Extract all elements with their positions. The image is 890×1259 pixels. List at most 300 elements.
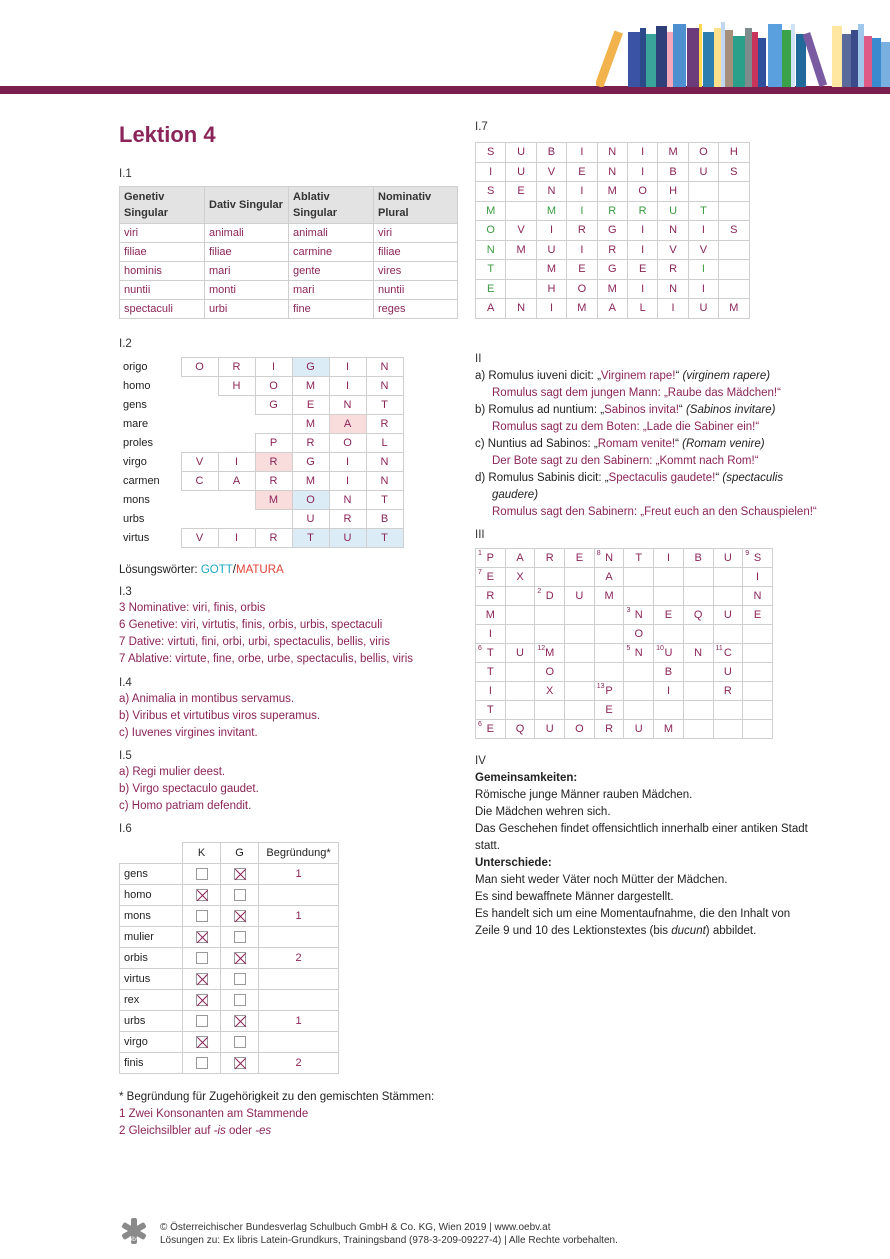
crossword-cell (743, 644, 773, 663)
crossword-cell (654, 625, 684, 644)
checkbox-k[interactable] (196, 973, 208, 985)
crossword-cell: U (565, 587, 595, 606)
grid-cell: I (627, 240, 657, 260)
crossword-cell: 13 P (594, 682, 624, 701)
crossword-cell (624, 701, 654, 720)
iv-line: Römische junge Männer rauben Mädchen. (475, 789, 693, 801)
crossword-cell (683, 682, 713, 701)
iv-heading-1: Gemeinsamkeiten: (475, 772, 578, 784)
g-cell (221, 990, 259, 1011)
solution-word-1: GOTT (200, 564, 233, 576)
grid-cell: T (292, 529, 329, 548)
grid-cell: T (366, 491, 403, 510)
reason-cell: 2 (259, 1053, 339, 1074)
table-cell: viri (374, 224, 458, 243)
grid-cell: N (329, 396, 366, 415)
crossword-cell (743, 701, 773, 720)
table-cell: vires (374, 262, 458, 281)
grid-cell: P (255, 434, 292, 453)
crossword-cell (713, 568, 743, 587)
header-cell: Dativ Singular (205, 187, 289, 224)
grid-word: mare (123, 418, 149, 430)
grid-cell (506, 260, 536, 280)
g-cell (221, 885, 259, 906)
table-cell: gente (289, 262, 374, 281)
grid-row (476, 201, 750, 221)
svg-text:öbv: öbv (128, 1236, 140, 1243)
crossword-grid (475, 548, 773, 739)
checkbox-g[interactable] (234, 952, 246, 964)
grid-cell: B (658, 162, 688, 182)
row-word: orbis (120, 948, 183, 969)
table-header-row (120, 843, 339, 864)
grid-word: gens (123, 399, 147, 411)
grid-cell: O (292, 491, 329, 510)
crossword-cell (624, 663, 654, 682)
crossword-cell: M (476, 606, 506, 625)
grid-cell: H (536, 279, 566, 299)
table-cell: mari (289, 281, 374, 300)
grid-cell: S (476, 143, 506, 163)
grid-cell: V (506, 221, 536, 241)
checkbox-k[interactable] (196, 1036, 208, 1048)
footnote-line-1: 1 Zwei Konsonanten am Stammende (119, 1108, 309, 1120)
grid-row (476, 143, 750, 163)
crossword-cell: 8 N (594, 549, 624, 568)
grid-cell: O (476, 221, 506, 241)
grid-row (476, 549, 773, 568)
crossword-cell: N (683, 644, 713, 663)
reason-cell: 1 (259, 1011, 339, 1032)
checkbox-g[interactable] (234, 1015, 246, 1027)
grid-cell: G (597, 260, 627, 280)
crossword-cell (565, 701, 595, 720)
table-row (120, 281, 458, 300)
grid-word: urbs (123, 513, 145, 525)
footer (160, 1221, 618, 1247)
crossword-cell (713, 587, 743, 606)
grid-cell: G (255, 396, 292, 415)
crossword-cell (535, 625, 565, 644)
section-label-iii: III (475, 529, 485, 541)
ii-line-b: b) Romulus ad nuntium: „Sabinos invita!“ (Sabinos invitare) (475, 404, 776, 416)
grid-row (476, 299, 750, 319)
crossword-cell: X (505, 568, 535, 587)
crossword-cell: N (743, 587, 773, 606)
crossword-cell: O (565, 720, 595, 739)
k-cell (183, 927, 221, 948)
crossword-cell (535, 701, 565, 720)
crossword-cell: 2 D (535, 587, 565, 606)
iv-text (475, 770, 808, 940)
grid-cell: I (329, 472, 366, 491)
grid-cell: M (536, 201, 566, 221)
grid-cell: G (292, 453, 329, 472)
crossword-cell: 10 U (654, 644, 684, 663)
grid-cell: E (627, 260, 657, 280)
table-row (120, 969, 339, 990)
grid-cell: I (329, 453, 366, 472)
crossword-cell: I (743, 568, 773, 587)
crossword-cell (535, 606, 565, 625)
grid-row (476, 568, 773, 587)
grid-cell: N (366, 472, 403, 491)
checkbox-g[interactable] (234, 1057, 246, 1069)
grid-cell: U (688, 299, 718, 319)
grid-cell: I (329, 358, 366, 377)
grid-cell: N (506, 299, 536, 319)
checkbox-k[interactable] (196, 994, 208, 1006)
grid-cell: I (567, 240, 597, 260)
ii-line-d: d) Romulus Sabinis dicit: „Spectaculis gaudete!“ (spectaculis (475, 472, 784, 484)
iv-line: statt. (475, 840, 500, 852)
crossword-cell (654, 701, 684, 720)
grid-cell: V (658, 240, 688, 260)
crossword-cell: 3 N (624, 606, 654, 625)
grid-row (119, 434, 403, 453)
table-cell: filiae (120, 243, 205, 262)
table-row (120, 906, 339, 927)
grid-cell: S (719, 221, 749, 241)
grid-row (119, 510, 403, 529)
grid-word: virgo (123, 456, 147, 468)
grid-cell: U (536, 240, 566, 260)
table-row (120, 927, 339, 948)
grid-row (119, 472, 403, 491)
grid-word: homo (123, 380, 151, 392)
crossword-cell: R (713, 682, 743, 701)
grid-cell: N (366, 358, 403, 377)
grid-row (476, 644, 773, 663)
checkbox-k[interactable] (196, 1015, 208, 1027)
crossword-cell (594, 606, 624, 625)
table-cell: monti (205, 281, 289, 300)
g-cell (221, 906, 259, 927)
grid-cell: N (536, 182, 566, 202)
crossword-cell: I (476, 625, 506, 644)
grid-row (476, 663, 773, 682)
checkbox-k[interactable] (196, 868, 208, 880)
grid-cell: E (506, 182, 536, 202)
solution-word-2: MATURA (235, 564, 284, 576)
grid-cell: U (658, 201, 688, 221)
answer-line: 7 Dative: virtuti, fini, orbi, urbi, spectaculis, bellis, viris (119, 636, 390, 648)
crossword-cell: 6 T (476, 644, 506, 663)
crossword-cell: U (713, 549, 743, 568)
page-title: Lektion 4 (119, 122, 216, 147)
header-g: G (221, 843, 259, 864)
header-cell: Ablativ Singular (289, 187, 374, 224)
crossword-cell (654, 587, 684, 606)
grid-cell (719, 201, 749, 221)
answer-line: 3 Nominative: viri, finis, orbis (119, 602, 266, 614)
header-reason: Begründung* (259, 843, 339, 864)
crossword-cell (654, 568, 684, 587)
crossword-cell: 11 C (713, 644, 743, 663)
section-label-i3: I.3 (119, 586, 132, 598)
crossword-cell (743, 663, 773, 682)
grid-word: virtus (123, 532, 150, 544)
k-cell (183, 990, 221, 1011)
table-cell: viri (120, 224, 205, 243)
checkbox-k[interactable] (196, 931, 208, 943)
bookshelf-illustration (596, 20, 890, 87)
grid-row (476, 279, 750, 299)
answer-line: c) Iuvenes virgines invitant. (119, 727, 258, 739)
crossword-cell: U (505, 644, 535, 663)
grid-cell: G (597, 221, 627, 241)
crossword-cell: E (654, 606, 684, 625)
crossword-cell: I (476, 682, 506, 701)
grid-cell: V (181, 453, 218, 472)
grid-cell: E (567, 162, 597, 182)
grid-cell: V (688, 240, 718, 260)
iv-line: Die Mädchen wehren sich. (475, 806, 611, 818)
row-word: gens (120, 864, 183, 885)
checkbox-g[interactable] (234, 973, 246, 985)
oebv-logo-icon (120, 1217, 148, 1245)
row-word: virgo (120, 1032, 183, 1053)
checkbox-k[interactable] (196, 910, 208, 922)
solution-separator: / (232, 564, 236, 576)
grid-row (476, 625, 773, 644)
crossword-cell (594, 644, 624, 663)
g-cell (221, 1053, 259, 1074)
checkbox-k[interactable] (196, 889, 208, 901)
iv-heading-2: Unterschiede: (475, 857, 552, 869)
k-cell (183, 906, 221, 927)
grid-word: proles (123, 437, 153, 449)
grid-cell: U (688, 162, 718, 182)
g-cell (221, 864, 259, 885)
row-word: rex (120, 990, 183, 1011)
crossword-cell: Q (505, 720, 535, 739)
table-cell: filiae (374, 243, 458, 262)
footer-source: Lösungen zu: Ex libris Latein-Grundkurs, Trainingsband (978-3-209-09227-4) | Alle Rechte vorbehalten. (160, 1235, 618, 1246)
crossword-cell: 7 E (476, 568, 506, 587)
grid-cell: C (181, 472, 218, 491)
solution-label: Lösungswörter: (119, 564, 201, 576)
table-cell: fine (289, 300, 374, 319)
ii-translation-a: Romulus sagt dem jungen Mann: „Raube das Mädchen!“ (492, 387, 781, 399)
grid-row (476, 240, 750, 260)
row-word: finis (120, 1053, 183, 1074)
checkbox-k[interactable] (196, 1057, 208, 1069)
iv-line: Man sieht weder Väter noch Mütter der Mädchen. (475, 874, 728, 886)
ii-line-a: a) Romulus iuveni dicit: „Virginem rape!“ (virginem rapere) (475, 370, 771, 382)
grid-cell: I (255, 358, 292, 377)
crossword-cell: T (624, 549, 654, 568)
grid-cell: A (329, 415, 366, 434)
crossword-cell: O (535, 663, 565, 682)
checkbox-g[interactable] (234, 931, 246, 943)
answer-line: b) Viribus et virtutibus viros superamus. (119, 710, 321, 722)
row-word: virtus (120, 969, 183, 990)
table-row (120, 1032, 339, 1053)
crossword-cell (683, 568, 713, 587)
reason-cell (259, 885, 339, 906)
crossword-cell (683, 720, 713, 739)
crossword-cell: T (476, 701, 506, 720)
checkbox-g[interactable] (234, 1036, 246, 1048)
crossword-cell (594, 663, 624, 682)
grid-cell: G (292, 358, 329, 377)
header-k: K (183, 843, 221, 864)
crossword-cell (624, 587, 654, 606)
answer-line: b) Virgo spectaculo gaudet. (119, 783, 259, 795)
crossword-cell (594, 625, 624, 644)
section-label-i5: I.5 (119, 750, 132, 762)
k-cell (183, 948, 221, 969)
table-cell: carmine (289, 243, 374, 262)
grid-cell (506, 279, 536, 299)
grid-cell: T (688, 201, 718, 221)
crossword-cell (505, 606, 535, 625)
crossword-cell: B (683, 549, 713, 568)
crossword-cell: A (505, 549, 535, 568)
grid-cell: O (688, 143, 718, 163)
k-cell (183, 864, 221, 885)
crossword-cell: U (713, 606, 743, 625)
table-row (120, 1011, 339, 1032)
grid-row (119, 453, 403, 472)
grid-row (476, 182, 750, 202)
grid-row (476, 606, 773, 625)
grid-cell: I (658, 299, 688, 319)
grid-cell: N (366, 377, 403, 396)
grid-cell: V (536, 162, 566, 182)
grid-cell: H (218, 377, 255, 396)
crossword-cell (565, 682, 595, 701)
grid-cell (719, 240, 749, 260)
checkbox-g[interactable] (234, 868, 246, 880)
crossword-cell (565, 663, 595, 682)
grid-cell: N (597, 162, 627, 182)
table-row (120, 1053, 339, 1074)
grid-cell: O (627, 182, 657, 202)
grid-cell: R (597, 201, 627, 221)
answer-line: c) Homo patriam defendit. (119, 800, 252, 812)
table-row (120, 300, 458, 319)
iv-line: Es handelt sich um eine Momentaufnahme, die den Inhalt von (475, 908, 791, 920)
checkbox-k[interactable] (196, 952, 208, 964)
grid-cell: A (218, 472, 255, 491)
grid-cell: R (218, 358, 255, 377)
table-header-row (120, 187, 458, 224)
table-row (120, 990, 339, 1011)
footnote-line-2: 2 Gleichsilbler auf -is oder -es (119, 1125, 272, 1137)
grid-word: carmen (123, 475, 160, 487)
grid-cell: M (506, 240, 536, 260)
i4-answers (119, 691, 320, 742)
ii-translation-d: Romulus sagt den Sabinern: „Freut euch an den Schauspielen!“ (492, 506, 817, 518)
grid-word: origo (123, 361, 148, 373)
grid-cell: M (292, 472, 329, 491)
crossword-cell (683, 701, 713, 720)
crossword-cell (565, 625, 595, 644)
crossword-cell: R (535, 549, 565, 568)
reason-cell: 2 (259, 948, 339, 969)
grid-cell: M (658, 143, 688, 163)
grid-cell: N (658, 221, 688, 241)
grid-cell: U (506, 143, 536, 163)
grid-cell: R (255, 529, 292, 548)
grid-cell: I (218, 453, 255, 472)
row-word: mulier (120, 927, 183, 948)
row-word: urbs (120, 1011, 183, 1032)
crossword-cell (565, 644, 595, 663)
table-row (120, 243, 458, 262)
crossword-cell (505, 701, 535, 720)
checkbox-g[interactable] (234, 910, 246, 922)
grid-row (476, 701, 773, 720)
grid-cell: T (366, 396, 403, 415)
iv-line: Zeile 9 und 10 des Lektionstextes (bis ducunt) abbildet. (475, 925, 757, 937)
stem-classification-table (119, 842, 339, 1074)
grid-cell: O (329, 434, 366, 453)
grid-cell (506, 201, 536, 221)
table-cell: urbi (205, 300, 289, 319)
row-word: mons (120, 906, 183, 927)
grid-cell: M (292, 415, 329, 434)
solution-words (119, 564, 284, 576)
checkbox-g[interactable] (234, 994, 246, 1006)
crossword-cell: E (565, 549, 595, 568)
crossword-cell: R (594, 720, 624, 739)
crossword-cell (624, 568, 654, 587)
grid-cell: I (567, 143, 597, 163)
checkbox-g[interactable] (234, 889, 246, 901)
grid-row (119, 529, 403, 548)
crossword-cell: 9 S (743, 549, 773, 568)
crossword-cell (505, 682, 535, 701)
reason-cell: 1 (259, 906, 339, 927)
grid-cell: R (658, 260, 688, 280)
grid-cell: H (658, 182, 688, 202)
grid-cell: M (255, 491, 292, 510)
grid-cell: R (292, 434, 329, 453)
table-row (120, 885, 339, 906)
table-cell: reges (374, 300, 458, 319)
grid-cell: N (329, 491, 366, 510)
grid-row (119, 415, 403, 434)
table-cell: spectaculi (120, 300, 205, 319)
grid-cell: U (329, 529, 366, 548)
grid-cell: I (476, 162, 506, 182)
grid-cell: O (181, 358, 218, 377)
word-search-grid (475, 142, 750, 319)
g-cell (221, 927, 259, 948)
iv-line: Es sind bewaffnete Männer dargestellt. (475, 891, 674, 903)
grid-cell: R (627, 201, 657, 221)
grid-cell: M (719, 299, 749, 319)
grid-row (476, 587, 773, 606)
row-word: homo (120, 885, 183, 906)
grid-cell: N (658, 279, 688, 299)
grid-cell: I (627, 221, 657, 241)
g-cell (221, 948, 259, 969)
grid-cell: M (567, 299, 597, 319)
section-label-i1: I.1 (119, 168, 132, 180)
grid-cell: N (476, 240, 506, 260)
grid-cell: M (597, 182, 627, 202)
g-cell (221, 1032, 259, 1053)
crossword-cell: 6 E (476, 720, 506, 739)
crossword-cell (505, 625, 535, 644)
table-row (120, 948, 339, 969)
i5-answers (119, 764, 259, 815)
crossword-cell (743, 720, 773, 739)
